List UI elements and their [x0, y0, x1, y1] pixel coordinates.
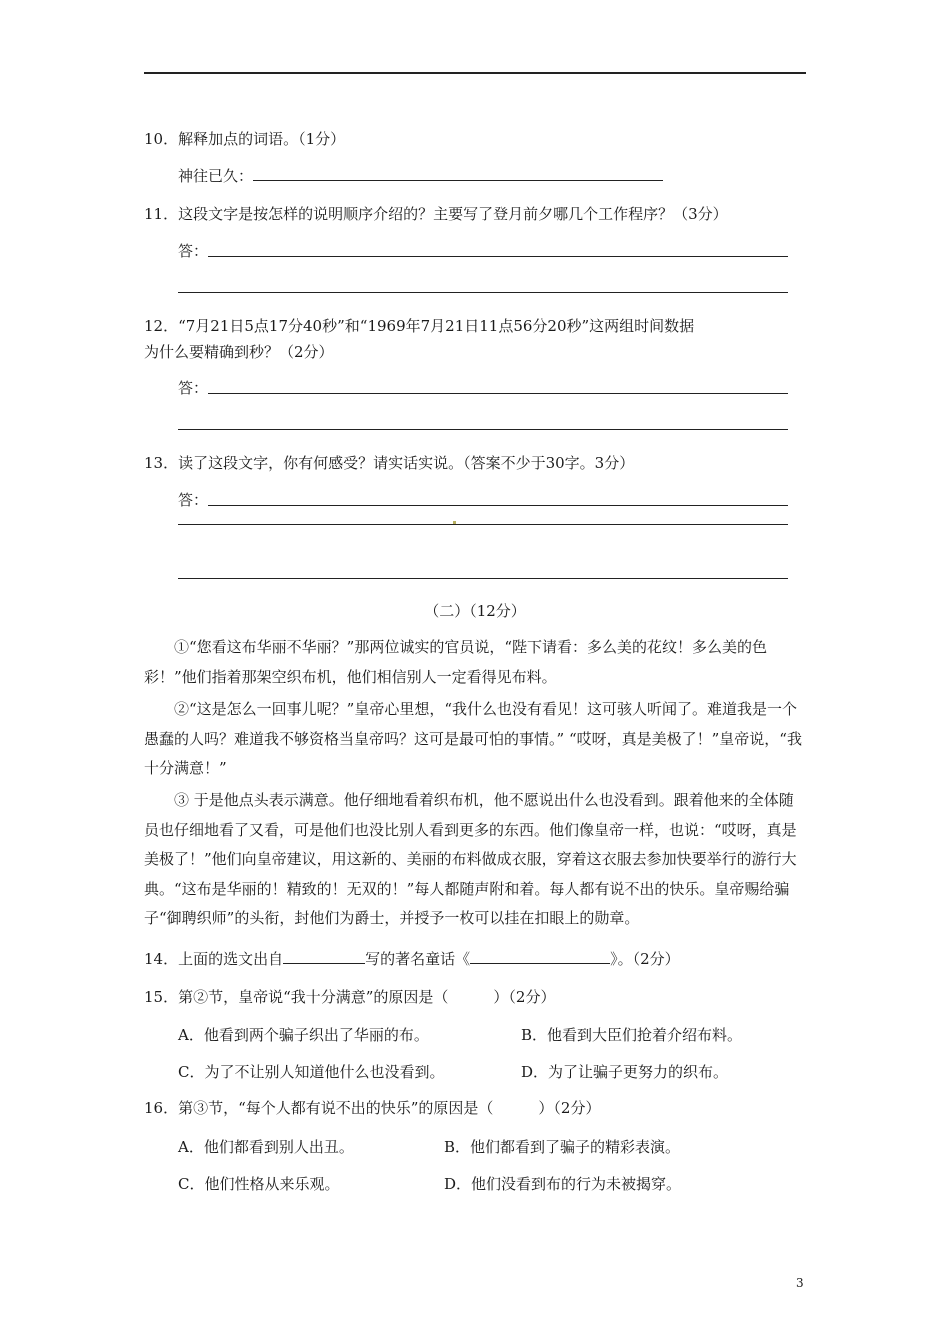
option-16-b[interactable]: B．他们都看到了骗子的精彩表演。	[444, 1138, 681, 1156]
question-14	[144, 948, 680, 969]
option-16-d[interactable]: D．他们没看到布的行为未被揭穿。	[444, 1175, 682, 1193]
passage-paragraph-1: ①“您看这布华丽不华丽？”那两位诚实的官员说，“陛下请看：多么美的花纹！多么美的色彩！”他们指着那架空织布机，他们相信别人一定看得见布料。	[144, 638, 768, 686]
answer-line-12b[interactable]	[178, 429, 788, 430]
question-13: 13．读了这段文字，你有何感受？请实话实说。（答案不少于30字。3分）	[144, 454, 635, 472]
option-15-c[interactable]: C．为了不让别人知道他什么也没看到。	[178, 1063, 445, 1081]
passage-paragraph-3: ③ 于是他点头表示满意。他仔细地看着织布机，他不愿说出什么也没看到。跟着他来的全体随员也仔细地看了又看，可是他们也没比别人看到更多的东西。他们像皇帝一样，也说：“哎呀，真是美极了！”他们向皇帝建议，用这新的、美丽的布料做成衣服，穿着这衣服去参加快要举行的游行大典。“这布是华丽的！精致的！无双的！”每人都随声附和着。每人都有说不出的快乐。皇帝赐给骗子“御聘织师”的头衔，封他们为爵士，并授予一枚可以挂在扣眼上的勋章。	[144, 791, 797, 927]
option-15-a[interactable]: A．他看到两个骗子织出了华丽的布。	[178, 1026, 429, 1044]
answer-line-12a[interactable]	[208, 393, 788, 394]
page-number: 3	[796, 1276, 804, 1290]
section-2-heading: （二）（12分）	[424, 602, 526, 620]
question-15: 15．第②节，皇帝说“我十分满意”的原因是（ ）（2分）	[144, 988, 556, 1006]
answer-line-13b[interactable]	[178, 524, 788, 525]
question-10-term	[178, 165, 663, 186]
header-rule	[144, 72, 806, 74]
answer-line-11a[interactable]	[208, 256, 788, 257]
answer-label-12: 答：	[178, 379, 209, 397]
answer-line-13c[interactable]	[178, 578, 788, 579]
question-14-part1: 14．上面的选文出自	[144, 950, 284, 968]
question-14-part3: 》。（2分）	[610, 950, 680, 968]
question-14-part2: 写的著名童话《	[365, 950, 471, 968]
question-10: 10．解释加点的词语。（1分）	[144, 130, 346, 148]
answer-line-13a[interactable]	[208, 505, 788, 506]
question-11: 11．这段文字是按怎样的说明顺序介绍的？主要写了登月前夕哪几个工作程序？（3分）	[144, 205, 728, 223]
answer-label-11: 答：	[178, 242, 209, 260]
ink-speck	[453, 521, 456, 524]
passage-paragraph-2: ②“这是怎么一回事儿呢？”皇帝心里想，“我什么也没有看见！这可骇人听闻了。难道我是一个愚蠢的人吗？难道我不够资格当皇帝吗？这可是最可怕的事情。” “哎呀，真是美极了！”皇帝说，“我十分满意！”	[144, 700, 802, 777]
question-12-line2: 为什么要精确到秒？（2分）	[144, 343, 334, 361]
term-label: 神往已久：	[178, 167, 254, 185]
answer-blank-10[interactable]	[253, 166, 663, 181]
option-15-b[interactable]: B．他看到大臣们抢着介绍布料。	[521, 1026, 743, 1044]
answer-line-11b[interactable]	[178, 292, 788, 293]
question-12-line1: 12．“7月21日5点17分40秒”和“1969年7月21日11点56分20秒”这两组时间数据	[144, 317, 695, 335]
title-blank[interactable]	[470, 949, 610, 964]
option-16-a[interactable]: A．他们都看到别人出丑。	[178, 1138, 354, 1156]
author-blank[interactable]	[283, 949, 365, 964]
answer-label-13: 答：	[178, 491, 209, 509]
question-16: 16．第③节，“每个人都有说不出的快乐”的原因是（ ）（2分）	[144, 1099, 601, 1117]
option-15-d[interactable]: D．为了让骗子更努力的织布。	[521, 1063, 729, 1081]
option-16-c[interactable]: C．他们性格从来乐观。	[178, 1175, 340, 1193]
